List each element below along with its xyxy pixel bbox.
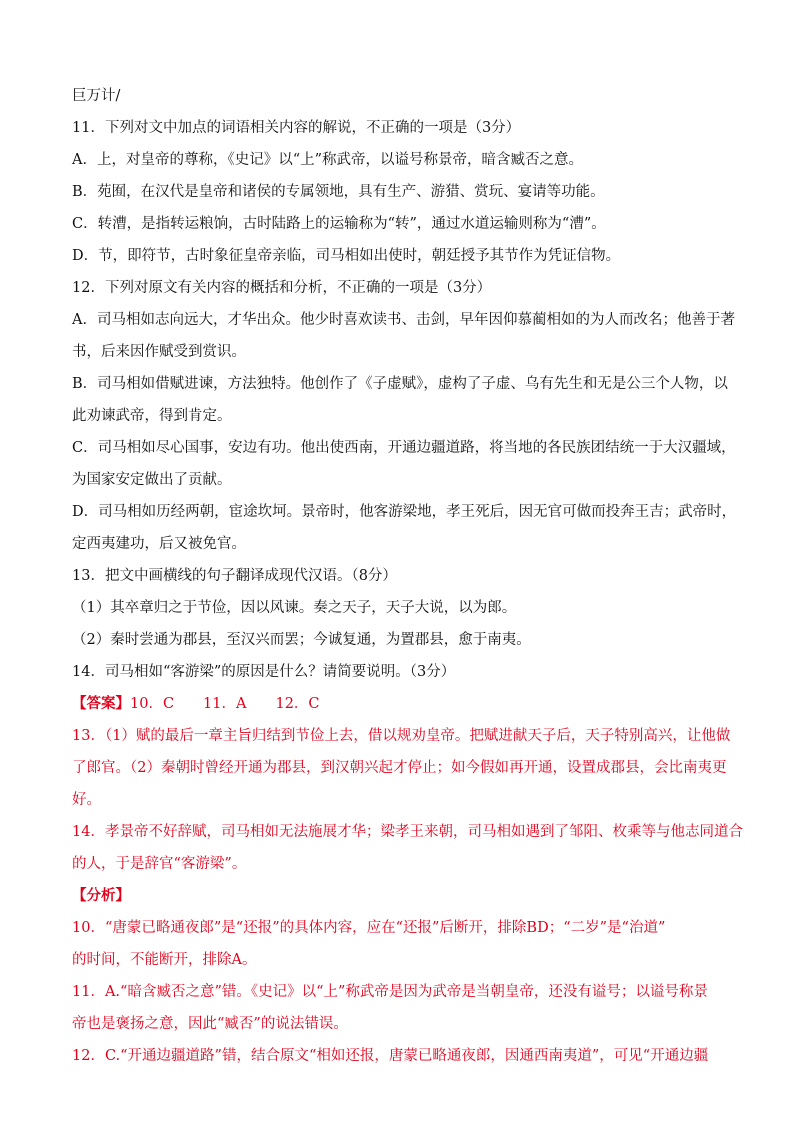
answer-14-line1: 14．孝景帝不好辞赋，司马相如无法施展才华；梁孝王来朝，司马相如遇到了邹阳、枚乘等与他志同道合 — [72, 824, 743, 840]
q13-sentence-1: （1）其卒章归之于节俭，因以风谏。奏之天子，天子大说，以为郎。 — [72, 600, 517, 616]
q12-option-c-line1: C．司马相如尽心国事，安边有功。他出使西南，开通边疆道路，将当地的各民族团结统一于大汉疆域， — [72, 440, 736, 456]
document-page — [72, 86, 743, 1078]
analysis-11-line2: 帝也是褒扬之意，因此“臧否”的说法错误。 — [72, 1016, 348, 1032]
q11-option-b: B．苑囿，在汉代是皇帝和诸侯的专属领地，具有生产、游猎、赏玩、宴请等功能。 — [72, 184, 605, 200]
q11-option-c: C．转漕，是指转运粮饷，古时陆路上的运输称为“转”，通过水道运输则称为“漕”。 — [72, 216, 606, 232]
answer-choices-line — [72, 694, 728, 726]
answer-13-line1: 13．（1）赋的最后一章主旨归结到节俭上去，借以规劝皇帝。把赋进献天子后，天子特别高兴，让他做 — [72, 728, 731, 744]
q12-option-c-line2: 为国家安定做出了贡献。 — [72, 472, 232, 488]
answer-14-line2: 的人，于是辞官“客游梁”。 — [72, 856, 247, 872]
q13-stem: 13．把文中画横线的句子翻译成现代汉语。（8分） — [72, 568, 397, 584]
q12-stem: 12．下列对原文有关内容的概括和分析，不正确的一项是（3分） — [72, 280, 492, 296]
q12-option-d-line2: 定西夷建功，后又被免官。 — [72, 536, 246, 552]
header-text: 巨万计/ — [72, 88, 121, 104]
q14-stem: 14．司马相如“客游梁”的原因是什么？请简要说明。（3分） — [72, 664, 456, 680]
answer-tag: 【答案】 — [72, 695, 130, 712]
analysis-10-line1: 10．“唐蒙已略通夜郎”是“还报”的具体内容，应在“还报”后断开，排除BD；“二岁”是“治道” — [72, 920, 666, 936]
analysis-11-line1: 11．A.“暗含臧否之意”错。《史记》以“上”称武帝是因为武帝是当朝皇帝，还没有谥号；以谥号称景 — [72, 984, 708, 1000]
q12-option-a-line2: 书，后来因作赋受到赏识。 — [72, 344, 246, 360]
answer-13-line3: 好。 — [72, 792, 101, 808]
q11-stem: 11．下列对文中加点的词语相关内容的解说，不正确的一项是（3分） — [72, 120, 521, 136]
analysis-12-line1: 12．C.“开通边疆道路”错，结合原文“相如还报，唐蒙已略通夜郎，因通西南夷道”，可见“开通边疆 — [72, 1048, 709, 1064]
q13-sentence-2: （2）秦时尝通为郡县，至汉兴而罢；今诚复通，为置郡县，愈于南夷。 — [72, 632, 531, 648]
analysis-tag: 【分析】 — [72, 887, 130, 904]
analysis-10-line2: 的时间，不能断开，排除A。 — [72, 952, 257, 968]
q12-option-b-line1: B．司马相如借赋进谏，方法独特。他创作了《子虚赋》，虚构了子虚、乌有先生和无是公三个人物，以 — [72, 376, 728, 392]
q12-option-b-line2: 此劝谏武帝，得到肯定。 — [72, 408, 232, 424]
answer-13-line2: 了郎官。（2）秦朝时曾经开通为郡县，到汉朝兴起才停止；如今假如再开通，设置成郡县，会比南夷更 — [72, 760, 727, 776]
q12-option-a-line1: A．司马相如志向远大，才华出众。他少时喜欢读书、击剑，早年因仰慕蔺相如的为人而改名；他善于著 — [72, 312, 735, 328]
q11-option-d: D．节，即符节，古时象征皇帝亲临，司马相如出使时，朝廷授予其节作为凭证信物。 — [72, 248, 621, 264]
q12-option-d-line1: D．司马相如历经两朝，宦途坎坷。景帝时，他客游梁地，孝王死后，因无官可做而投奔王吉；武帝时， — [72, 504, 737, 520]
q11-option-a: A．上，对皇帝的尊称，《史记》以“上”称武帝，以谥号称景帝，暗含臧否之意。 — [72, 152, 584, 168]
answer-choices: 10．C 11．A 12．C — [130, 696, 320, 712]
